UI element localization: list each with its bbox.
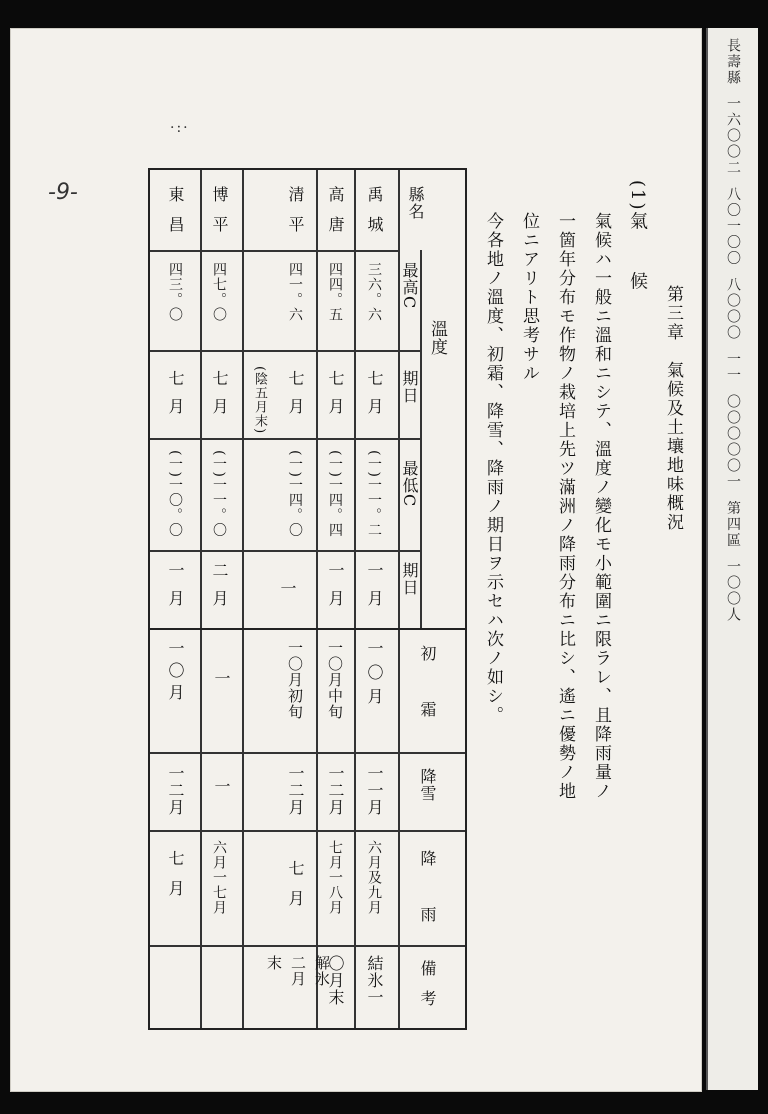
max-temp: 四七。〇 [211, 262, 227, 322]
snowfall: 一二月 [286, 765, 305, 816]
header-temperature: 溫度 [427, 320, 447, 356]
max-temp: 四四。五 [327, 262, 343, 322]
remarks: 結氷一 [365, 955, 384, 1006]
body-line-4: 今各地ノ溫度、初霜、降雪、降雨ノ期日ヲ示セハ次ノ如シ。 [483, 212, 503, 725]
min-period: 一月 [365, 562, 384, 618]
header-min-c: 最低C [400, 460, 419, 508]
first-frost: 一〇月 [365, 640, 384, 712]
min-period: 二月 [210, 562, 229, 618]
min-period: 一 [278, 580, 297, 597]
chapter-title: 第三章 氣候及土壤地味概況 [663, 285, 683, 532]
remarks: 解氷二月末 [265, 955, 331, 987]
min-temp: (一)一一。〇 [211, 450, 227, 538]
max-period: 七月 [286, 370, 305, 426]
section-heading: (1)氣 候 [627, 180, 648, 292]
rainfall: 七月 [286, 860, 305, 920]
max-period: 七月 [365, 370, 384, 426]
snowfall: 一二月 [326, 765, 345, 816]
climate-table [148, 168, 467, 1030]
snowfall: 一 [212, 778, 231, 795]
header-snowfall: 降雪 [418, 768, 437, 802]
min-temp: (一)一四。〇 [287, 450, 303, 538]
rainfall: 七月一八月 [327, 840, 343, 915]
min-temp: (一)一四。四 [327, 450, 343, 538]
rainfall: 六月及九月 [366, 840, 382, 915]
rainfall: 七月 [166, 850, 185, 910]
max-temp: 四一。六 [287, 262, 303, 322]
ink-dots: ·:· [170, 120, 190, 136]
min-temp: (一)一〇。〇 [167, 450, 183, 538]
min-period: 一月 [326, 562, 345, 618]
max-period: 七月 [326, 370, 345, 426]
margin-strip [706, 28, 758, 1090]
body-line-1: 氣候ハ一般ニ溫和ニシテ、溫度ノ變化モ小範圍ニ限ラレ、且降雨量ノ [591, 212, 611, 801]
header-first-frost: 初霜 [418, 645, 437, 757]
max-period-note: (陰五月末) [252, 366, 267, 435]
header-remarks: 備考 [418, 960, 437, 1020]
county-name: 高唐 [326, 186, 345, 246]
county-name: 博平 [210, 186, 229, 246]
remarks: 〇月末 [326, 955, 345, 1006]
first-frost: 一〇月中旬 [326, 640, 344, 720]
header-max-period: 期日 [400, 370, 419, 404]
margin-strip-text: 長壽縣 一六〇〇二 八〇一〇〇 八〇〇〇 一一 〇〇〇〇〇一 第四區 一〇〇人 [725, 38, 741, 624]
snowfall: 一二月 [166, 765, 185, 816]
first-frost: 一〇月 [166, 640, 185, 706]
max-period: 七月 [210, 370, 229, 426]
snowfall: 一一月 [365, 765, 384, 816]
county-name: 東昌 [166, 186, 185, 246]
max-period: 七月 [166, 370, 185, 426]
header-rainfall: 降雨 [418, 850, 437, 962]
header-county: 縣名 [406, 186, 425, 220]
first-frost: 一 [212, 670, 231, 687]
county-name: 清平 [286, 186, 305, 246]
header-min-period: 期日 [400, 562, 419, 596]
body-line-3: 位ニアリト思考サル [519, 212, 539, 383]
min-temp: (一)一一。二 [366, 450, 382, 538]
first-frost: 一〇月初旬 [286, 640, 304, 720]
rainfall: 六月一七月 [211, 840, 227, 915]
county-name: 禹城 [365, 186, 384, 246]
max-temp: 四三。〇 [167, 262, 183, 322]
max-temp: 三六。六 [366, 262, 382, 322]
page-number: -9- [48, 180, 78, 205]
header-max-c: 最高C [400, 262, 419, 310]
min-period: 一月 [166, 562, 185, 618]
body-line-2: 一箇年分布モ作物ノ栽培上先ツ滿洲ノ降雨分布ニ比シ、遙ニ優勢ノ地 [555, 212, 575, 801]
